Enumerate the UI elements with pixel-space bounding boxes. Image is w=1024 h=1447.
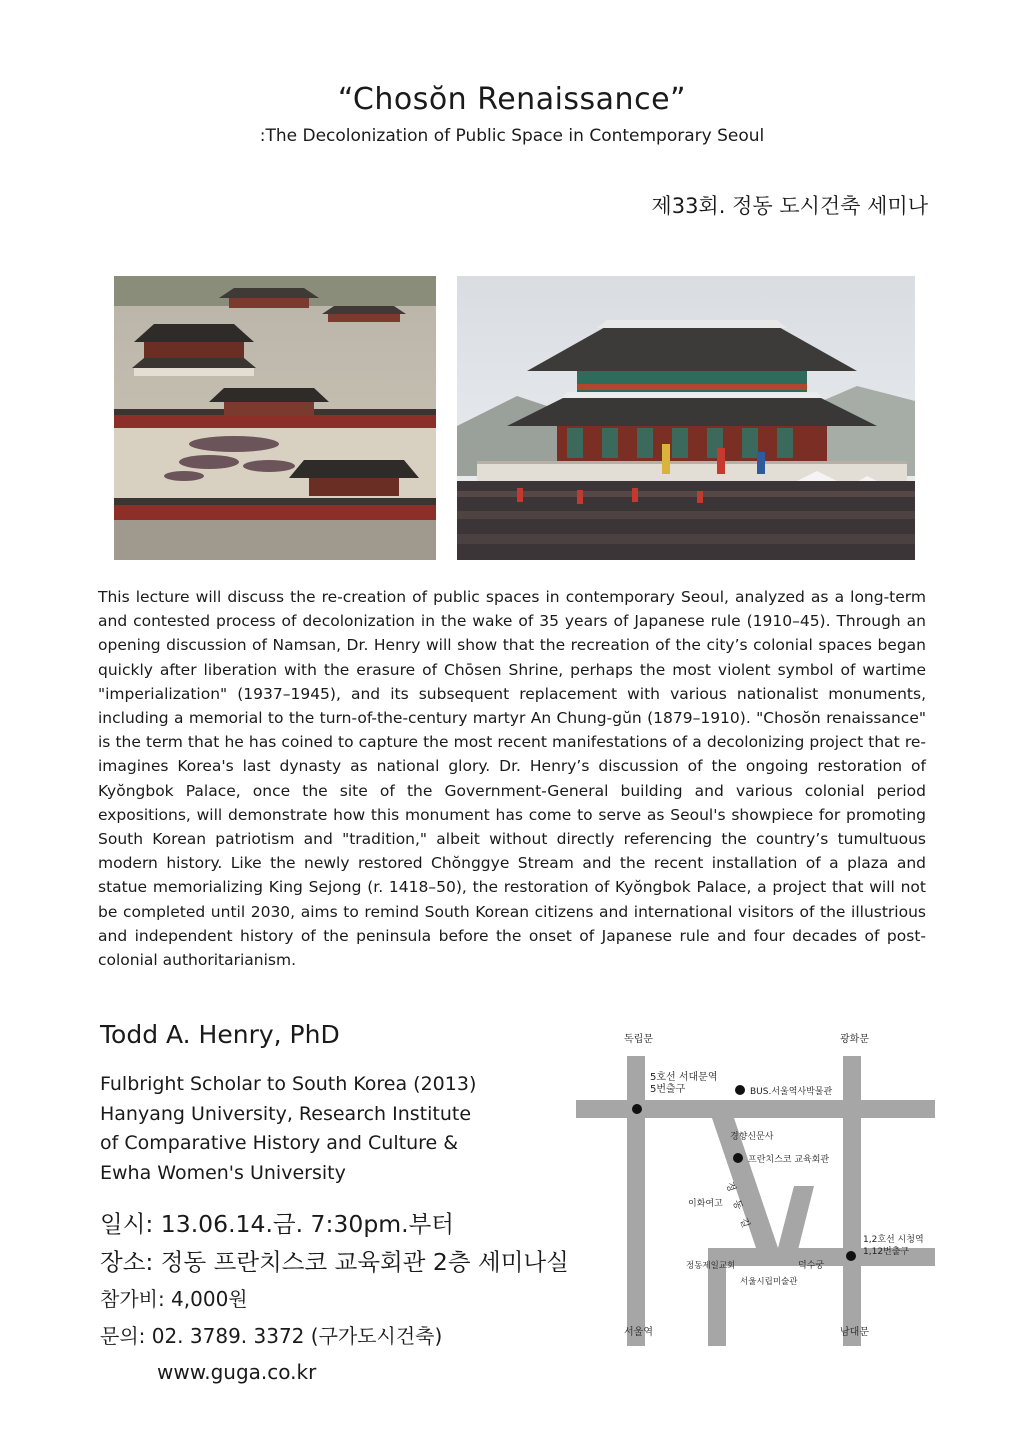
map-label-chungdong-church: 정동제일교회 xyxy=(686,1261,736,1271)
palace-ceremony-photo xyxy=(457,276,915,560)
map-roads xyxy=(576,1056,935,1346)
map-label-francisco: 프란치스코 교육회관 xyxy=(748,1155,830,1165)
map-label-road-1: 정 xyxy=(723,1180,737,1194)
map-label-road-3: 길 xyxy=(737,1216,751,1230)
speaker-name: Todd A. Henry, PhD xyxy=(100,1020,340,1049)
affiliation-line: of Comparative History and Culture & xyxy=(100,1132,459,1154)
lecture-subtitle: :The Decolonization of Public Space in Contemporary Seoul xyxy=(259,126,765,146)
event-venue: 장소: 정동 프란치스코 교육회관 2층 세미나실 xyxy=(100,1248,569,1276)
event-contact: 문의: 02. 3789. 3372 (구가도시건축) xyxy=(100,1324,443,1348)
map-label-seodaemun-1: 5호선 서대문역 xyxy=(650,1072,718,1083)
station-marker xyxy=(632,1104,642,1114)
map-label-road-2: 동 xyxy=(730,1198,744,1212)
seminar-number: 제33회. 정동 도시건축 세미나 xyxy=(651,194,928,218)
palace-aerial-photo xyxy=(114,276,436,560)
bus-marker xyxy=(735,1085,745,1095)
affiliation-line: Fulbright Scholar to South Korea (2013) xyxy=(100,1073,477,1095)
event-website[interactable]: www.guga.co.kr xyxy=(157,1360,317,1384)
lecture-title: “Chosŏn Renaissance” xyxy=(337,82,687,117)
map-label-cityhall-1: 1,2호선 시청역 xyxy=(863,1235,924,1245)
lecture-description: This lecture will discuss the re-creation of public spaces in contemporary Seoul, analyzed as a long-term and contested process of decolonization in the wake of 35 years of Japanese rule (1910–45). Through an opening discussion of Namsan, Dr. Henry will show that the recreation of the city’s colonial spaces began quickly after liberation with the erasure of Chōsen Shrine, perhaps the most violent symbol of wartime "imperialization" (1937–1945), and its subsequent replacement with various nationalist monuments, including a memorial to the turn-of-the-century martyr An Chung-gŭn (1879–1910). "Chosŏn renaissance" is the term that he has coined to capture the most recent manifestations of a decolonizing project that re-imagines Korea's last dynasty as national glory. Dr. Henry’s discussion of the ongoing restoration of Kyŏngbok Palace, once the site of the Government-General building and various colonial period expositions, will demonstrate how this monument has come to serve as Seoul's showpiece for promoting South Korean patriotism and "tradition," albeit without directly referencing the country’s tumultuous modern history. Like the newly restored Chŏnggye Stream and the recent installation of a plaza and statue memorializing King Sejong (r. 1418–50), the restoration of Kyŏngbok Palace, a project that will not be completed until 2030, aims to remind South Korean citizens and international visitors of the illustrious and independent history of the peninsula before the onset of Japanese rule and four decades of post-colonial authoritarianism. xyxy=(98,588,926,970)
event-datetime: 일시: 13.06.14.금. 7:30pm.부터 xyxy=(100,1210,455,1238)
affiliation-line: Ewha Women's University xyxy=(100,1161,346,1184)
map-label-seodaemun-2: 5번출구 xyxy=(650,1084,686,1095)
map-label-bus: BUS.서울역사박물관 xyxy=(750,1087,833,1097)
venue-marker xyxy=(733,1153,743,1163)
map-label-cityhall-2: 1,12번출구 xyxy=(863,1247,910,1257)
event-fee: 참가비: 4,000원 xyxy=(100,1287,248,1311)
location-map xyxy=(570,1020,940,1350)
event-info xyxy=(100,1205,569,1389)
speaker-affiliations xyxy=(100,1070,476,1188)
map-label-kyunghyang: 경향신문사 xyxy=(730,1132,774,1142)
cityhall-marker xyxy=(846,1251,856,1261)
map-label-art-museum: 서울시립미술관 xyxy=(740,1277,798,1287)
map-label-ewha: 이화여고 xyxy=(688,1199,723,1209)
map-label-seoul-station: 서울역 xyxy=(624,1327,653,1338)
map-label-namdaemun: 남대문 xyxy=(840,1327,869,1338)
map-label-gwanghwamun: 광화문 xyxy=(840,1034,869,1045)
map-label-deoksugung: 덕수궁 xyxy=(798,1261,825,1271)
affiliation-line: Hanyang University, Research Institute xyxy=(100,1102,472,1125)
map-label-dongnimmun: 독립문 xyxy=(624,1034,653,1045)
